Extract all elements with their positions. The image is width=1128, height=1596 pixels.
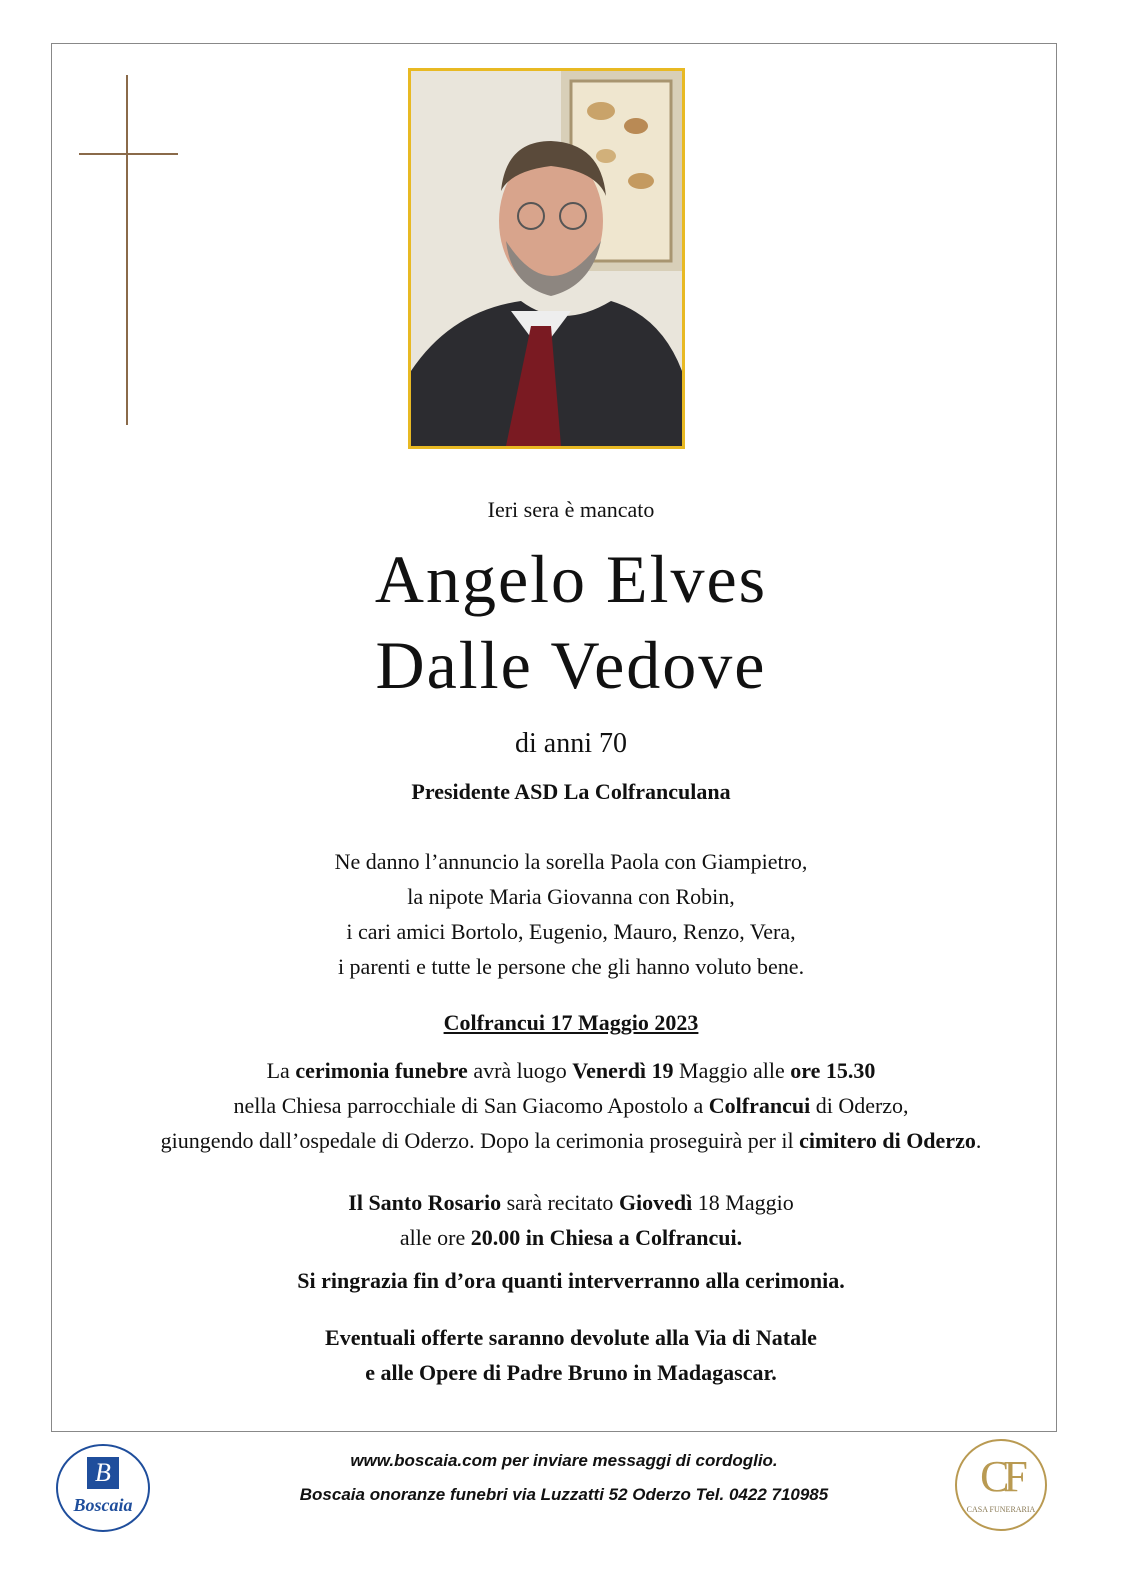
mourners-line: la nipote Maria Giovanna con Robin, bbox=[407, 884, 735, 909]
mourners-line: i cari amici Bortolo, Eugenio, Mauro, Renzo, Vera, bbox=[346, 919, 796, 944]
ceremony-line: giungendo dall’ospedale di Oderzo. Dopo la cerimonia proseguirà per il cimitero di Oderzo. bbox=[160, 1128, 982, 1153]
boscaia-logo-letter: B bbox=[95, 1458, 111, 1487]
footer-address: Boscaia onoranze funebri via Luzzatti 52 Oderzo Tel. 0422 710985 bbox=[299, 1485, 829, 1504]
rosary-line: Il Santo Rosario sarà recitato Giovedì 18 Maggio bbox=[348, 1190, 794, 1215]
cross-icon-bar bbox=[79, 153, 178, 155]
thanks-text: Si ringrazia fin d’ora quanti interverranno alla cerimonia. bbox=[297, 1268, 845, 1293]
donations-block bbox=[51, 1320, 1091, 1390]
portrait-photo bbox=[408, 68, 685, 449]
footer-website: www.boscaia.com per inviare messaggi di cordoglio. bbox=[350, 1451, 778, 1470]
casa-funeraria-logo-text: CASA FUNERARIA bbox=[966, 1505, 1036, 1514]
rosary-block bbox=[51, 1185, 1091, 1255]
title-text: Presidente ASD La Colfranculana bbox=[411, 779, 731, 804]
cross-icon bbox=[126, 75, 128, 425]
casa-funeraria-logo bbox=[953, 1437, 1049, 1538]
rosary-line: alle ore 20.00 in Chiesa a Colfrancui. bbox=[399, 1225, 743, 1250]
ceremony-block bbox=[51, 1053, 1091, 1158]
boscaia-logo-text: Boscaia bbox=[73, 1495, 133, 1515]
donations-line: Eventuali offerte saranno devolute alla Via di Natale bbox=[325, 1325, 817, 1350]
deceased-name-line2: Dalle Vedove bbox=[375, 627, 767, 703]
casa-funeraria-logo-letters: CF bbox=[980, 1452, 1022, 1501]
mourners-line: i parenti e tutte le persone che gli hanno voluto bene. bbox=[337, 954, 805, 979]
age-text: di anni 70 bbox=[515, 728, 627, 759]
place-date: Colfrancui 17 Maggio 2023 bbox=[443, 1010, 699, 1035]
intro-text: Ieri sera è mancato bbox=[487, 497, 655, 522]
deceased-name-line1: Angelo Elves bbox=[374, 541, 768, 617]
ceremony-line: nella Chiesa parrocchiale di San Giacomo Apostolo a Colfrancui di Oderzo, bbox=[233, 1093, 909, 1118]
mourners-block bbox=[51, 844, 1091, 984]
ceremony-line: La cerimonia funebre avrà luogo Venerdì 19 Maggio alle ore 15.30 bbox=[266, 1058, 876, 1083]
mourners-line: Ne danno l’annuncio la sorella Paola con Giampietro, bbox=[334, 849, 808, 874]
donations-line: e alle Opere di Padre Bruno in Madagascar. bbox=[365, 1360, 777, 1385]
